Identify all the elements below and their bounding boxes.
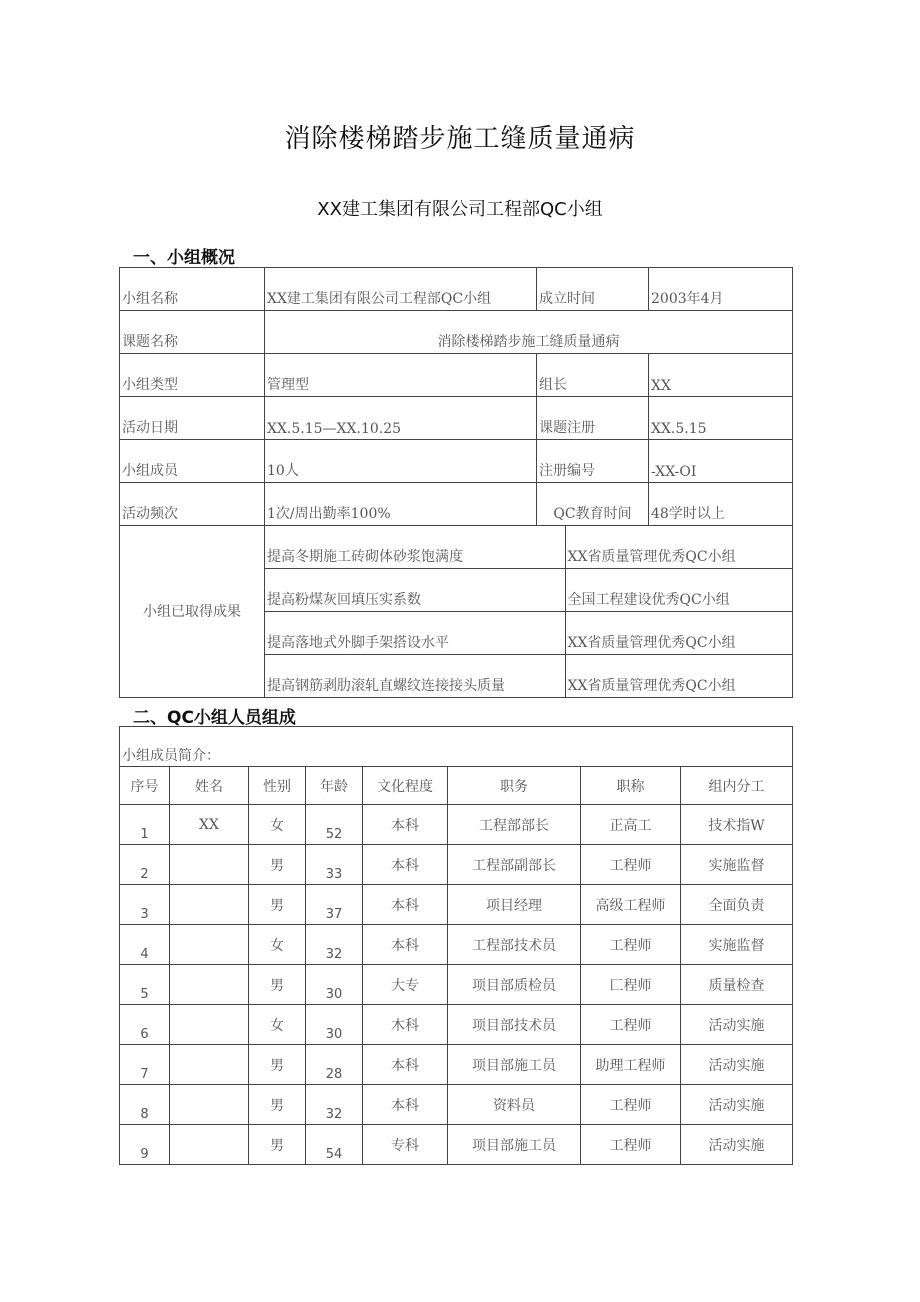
member-sex: 女 [249,1005,306,1045]
member-edu: 大专 [363,965,448,1005]
member-sex: 女 [249,805,306,845]
cell-label: 活动日期 [120,397,265,440]
cell-label: 小组成员 [120,440,265,483]
cell-label: QC教育时间 [537,483,649,526]
table-row [120,354,793,397]
member-name: XX [170,805,249,845]
table-row [120,805,793,845]
table-row [120,1125,793,1165]
member-title: 工程师 [581,1125,681,1165]
cell-value: -XX-OI [649,440,793,483]
column-header: 文化程度 [363,767,448,805]
column-header: 序号 [120,767,170,805]
member-age: 54 [306,1125,363,1165]
member-title: 助理工程师 [581,1045,681,1085]
cell-value: 消除楼梯踏步施工缝质量通病 [265,311,793,354]
cell-label: 课题名称 [120,311,265,354]
member-role: 技术指W [681,805,793,845]
member-post: 资料员 [448,1085,581,1125]
member-sex: 男 [249,885,306,925]
member-post: 项目部施工员 [448,1125,581,1165]
member-post: 工程部副部长 [448,845,581,885]
member-title: 工程师 [581,845,681,885]
achievement-award: XX省质量管理优秀QC小组 [565,612,792,655]
member-name [170,1085,249,1125]
member-role: 活动实施 [681,1085,793,1125]
member-role: 活动实施 [681,1125,793,1165]
cell-value: XX.5.15 [649,397,793,440]
column-header: 职务 [448,767,581,805]
member-title: 高级工程师 [581,885,681,925]
list-item [265,526,792,569]
member-role: 实施监督 [681,925,793,965]
cell-value: 48学时以上 [649,483,793,526]
cell-label: 成立时间 [537,268,649,311]
column-header: 姓名 [170,767,249,805]
member-age: 33 [306,845,363,885]
achievements-label: 小组已取得成果 [120,526,265,698]
member-post: 工程部部长 [448,805,581,845]
members-body [120,805,793,1165]
member-sex: 男 [249,965,306,1005]
member-no: 2 [120,845,170,885]
cell-label: 小组名称 [120,268,265,311]
cell-value: XX.5.15—XX.10.25 [265,397,537,440]
member-age: 30 [306,1005,363,1045]
table-row [120,397,793,440]
member-no: 1 [120,805,170,845]
cell-value: XX建工集团有限公司工程部QC小组 [265,268,537,311]
member-name [170,1005,249,1045]
member-age: 52 [306,805,363,845]
achievement-award: XX省质量管理优秀QC小组 [565,655,792,698]
achievement-topic: 提高钢筋剥肋滚轧直螺纹连接接头质量 [267,678,505,694]
table-header-row [120,767,793,805]
member-no: 9 [120,1125,170,1165]
member-role: 质量检查 [681,965,793,1005]
member-no: 6 [120,1005,170,1045]
member-name [170,845,249,885]
cell-value: 2003年4月 [649,268,793,311]
column-header: 组内分工 [681,767,793,805]
member-name [170,1125,249,1165]
table-row [120,885,793,925]
cell-label: 课题注册 [537,397,649,440]
cell-label: 活动频次 [120,483,265,526]
cell-label: 小组类型 [120,354,265,397]
member-edu: 本科 [363,925,448,965]
member-role: 实施监督 [681,845,793,885]
member-age: 32 [306,925,363,965]
member-role: 全面负责 [681,885,793,925]
table-row [120,965,793,1005]
member-no: 7 [120,1045,170,1085]
column-header: 年龄 [306,767,363,805]
member-role: 活动实施 [681,1045,793,1085]
table-row [120,1085,793,1125]
achievements-container [265,526,793,698]
members-table [119,726,793,1165]
members-intro: 小组成员简介： [120,727,793,767]
member-sex: 男 [249,1125,306,1165]
table-row [120,526,793,698]
list-item [265,569,792,612]
member-post: 项目经理 [448,885,581,925]
page-subtitle: XX建工集团有限公司工程部QC小组 [317,199,603,220]
cell-value: 管理型 [265,354,537,397]
member-sex: 女 [249,925,306,965]
table-row [120,483,793,526]
page-title: 消除楼梯踏步施工缝质量通病 [284,124,636,154]
achievement-topic: 提高冬期施工砖砌体砂浆饱满度 [265,526,565,569]
member-edu: 本科 [363,885,448,925]
member-post: 工程部技术员 [448,925,581,965]
table-row [120,1005,793,1045]
member-edu: 本科 [363,1045,448,1085]
cell-label: 注册编号 [537,440,649,483]
member-edu: 本科 [363,845,448,885]
member-age: 32 [306,1085,363,1125]
member-post: 项目部质检员 [448,965,581,1005]
group-overview-table [119,267,793,698]
cell-value: XX [649,354,793,397]
member-post: 项目部技术员 [448,1005,581,1045]
member-no: 3 [120,885,170,925]
table-row [120,925,793,965]
member-no: 8 [120,1085,170,1125]
member-title: 正高工 [581,805,681,845]
member-edu: 木科 [363,1005,448,1045]
member-title: 工程师 [581,1005,681,1045]
column-header: 性别 [249,767,306,805]
table-row [120,440,793,483]
member-edu: 专科 [363,1125,448,1165]
member-edu: 本科 [363,805,448,845]
cell-label: 组长 [537,354,649,397]
member-post: 项目部施工员 [448,1045,581,1085]
table-row [120,311,793,354]
member-title: 工程师 [581,1085,681,1125]
member-title: 工程师 [581,925,681,965]
member-name [170,1045,249,1085]
cell-value: 1次/周出勤率100% [265,483,537,526]
list-item [265,655,792,698]
table-row [120,727,793,767]
member-age: 28 [306,1045,363,1085]
member-name [170,965,249,1005]
section-heading-overview: 一、小组概况 [133,248,235,268]
achievement-topic: 提高落地式外脚手架搭设水平 [265,612,565,655]
member-title: 匚程师 [581,965,681,1005]
achievement-award: XX省质量管理优秀QC小组 [565,526,792,569]
section-heading-members: 二、QC小组人员组成 [133,708,296,728]
member-role: 活动实施 [681,1005,793,1045]
achievements-table [265,526,792,697]
achievement-award: 全国工程建设优秀QC小组 [565,569,792,612]
member-name [170,925,249,965]
cell-value: 10人 [265,440,537,483]
list-item [265,612,792,655]
member-edu: 本科 [363,1085,448,1125]
member-name [170,885,249,925]
table-row [120,1045,793,1085]
member-no: 5 [120,965,170,1005]
member-no: 4 [120,925,170,965]
member-sex: 男 [249,845,306,885]
member-sex: 男 [249,1045,306,1085]
member-age: 30 [306,965,363,1005]
achievement-topic: 提高粉煤灰回填压实系数 [265,569,565,612]
member-sex: 男 [249,1085,306,1125]
table-row [120,845,793,885]
table-row [120,268,793,311]
member-age: 37 [306,885,363,925]
column-header: 职称 [581,767,681,805]
